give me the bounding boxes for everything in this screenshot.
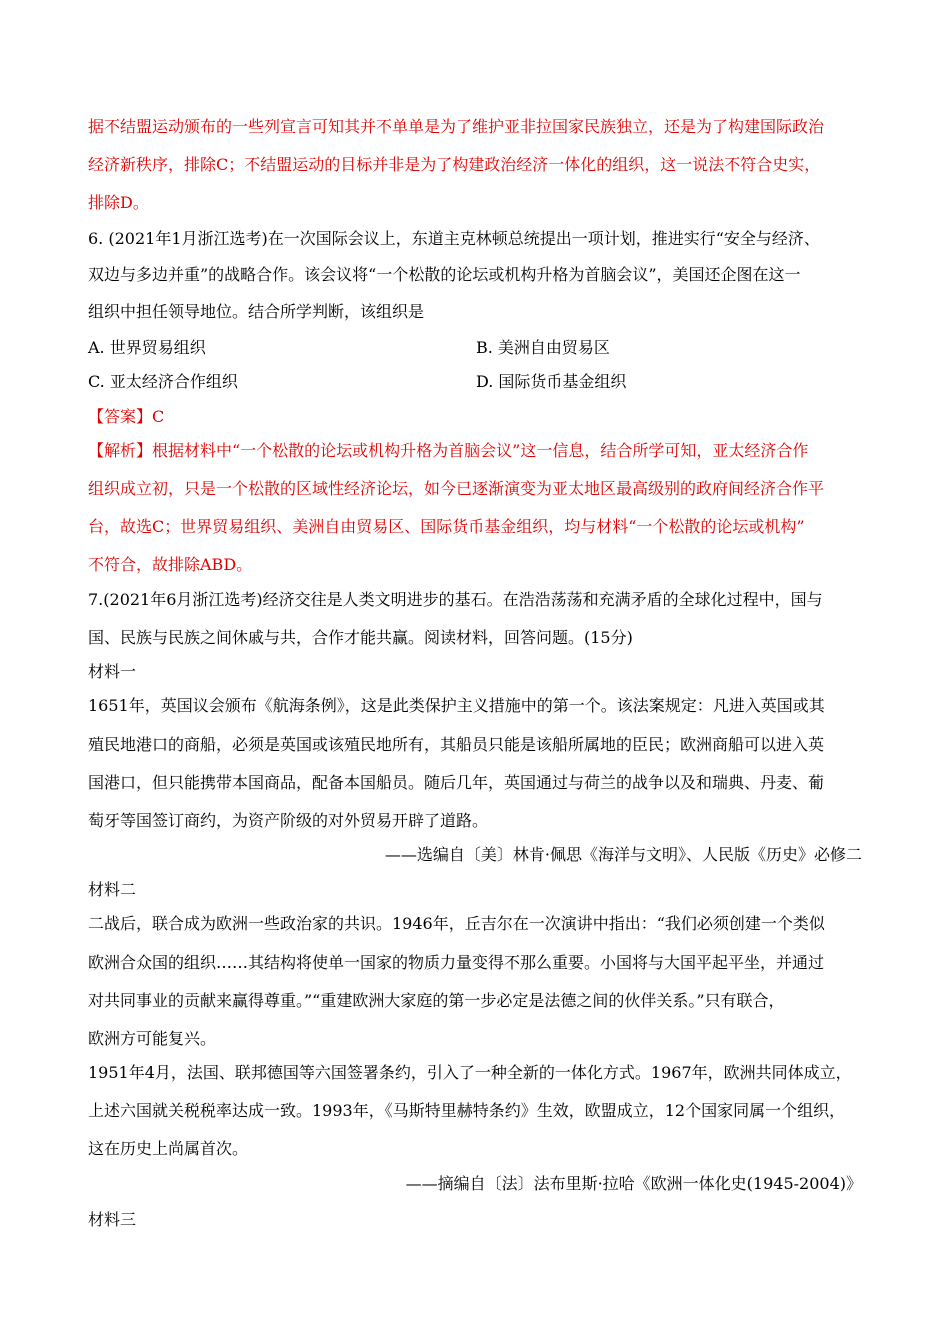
q6-option-c: C. 亚太经济合作组织	[88, 372, 238, 391]
q6-analysis-line-4: 不符合，故排除ABD。	[88, 555, 253, 574]
q6-stem-line-1: 6. (2021年1月浙江选考)在一次国际会议上，东道主克林顿总统提出一项计划，推进实行“安全与经济、	[88, 229, 820, 248]
q6-analysis-line-3: 台，故选C；世界贸易组织、美洲自由贸易区、国际货币基金组织，均与材料“一个松散的论坛或机构”	[88, 517, 805, 536]
material-2-line-7: 这在历史上尚属首次。	[88, 1139, 249, 1158]
material-1-line-4: 萄牙等国签订商约，为资产阶级的对外贸易开辟了道路。	[88, 811, 489, 830]
q6-stem-line-2: 双边与多边并重”的战略合作。该会议将“一个松散的论坛或机构升格为首脑会议”，美国还企图在这一	[88, 265, 801, 284]
q6-option-a: A. 世界贸易组织	[88, 338, 206, 357]
material-2-line-6: 上述六国就关税税率达成一致。1993年，《马斯特里赫特条约》生效，欧盟成立，12个国家同属一个组织，	[88, 1101, 846, 1120]
q7-stem-line-2: 国、民族与民族之间休戚与共，合作才能共赢。阅读材料，回答问题。(15分)	[88, 628, 633, 647]
material-2-title: 材料二	[88, 880, 137, 899]
intro-line-2: 经济新秩序，排除C；不结盟运动的目标并非是为了构建政治经济一体化的组织，这一说法不符合史实，	[88, 155, 821, 174]
q6-stem-line-3: 组织中担任领导地位。结合所学判断，该组织是	[88, 302, 425, 321]
material-2-source: ——摘编自〔法〕法布里斯·拉哈《欧洲一体化史(1945-2004)》	[405, 1174, 862, 1193]
q6-option-d: D. 国际货币基金组织	[476, 372, 627, 391]
material-1-title: 材料一	[88, 662, 137, 681]
material-2-line-4: 欧洲方可能复兴。	[88, 1029, 217, 1048]
q6-answer: 【答案】C	[88, 407, 165, 426]
material-2-line-2: 欧洲合众国的组织……其结构将使单一国家的物质力量变得不那么重要。小国将与大国平起平坐，并通过	[88, 953, 825, 972]
intro-line-3: 排除D。	[88, 193, 149, 212]
q6-analysis-line-2: 组织成立初，只是一个松散的区域性经济论坛，如今已逐渐演变为亚太地区最高级别的政府间经济合作平	[88, 479, 825, 498]
q6-analysis-line-1: 【解析】根据材料中“一个松散的论坛或机构升格为首脑会议”这一信息，结合所学可知，亚太经济合作	[88, 441, 809, 460]
material-3-title: 材料三	[88, 1210, 137, 1229]
material-1-line-2: 殖民地港口的商船，必须是英国或该殖民地所有，其船员只能是该船所属地的臣民；欧洲商船可以进入英	[88, 735, 825, 754]
intro-line-1: 据不结盟运动颁布的一些列宣言可知其并不单单是为了维护亚非拉国家民族独立，还是为了构建国际政治	[88, 117, 825, 136]
material-2-line-3: 对共同事业的贡献来赢得尊重。”“重建欧洲大家庭的第一步必定是法德之间的伙伴关系。”只有联合，	[88, 991, 785, 1010]
q7-stem-line-1: 7.(2021年6月浙江选考)经济交往是人类文明进步的基石。在浩浩荡荡和充满矛盾的全球化过程中，国与	[88, 590, 823, 609]
material-2-line-1: 二战后，联合成为欧洲一些政治家的共识。1946年，丘吉尔在一次演讲中指出：“我们必须创建一个类似	[88, 914, 825, 933]
material-1-line-3: 国港口，但只能携带本国商品，配备本国船员。随后几年，英国通过与荷兰的战争以及和瑞典、丹麦、葡	[88, 773, 825, 792]
material-2-line-5: 1951年4月，法国、联邦德国等六国签署条约，引入了一种全新的一体化方式。1967年，欧洲共同体成立，	[88, 1063, 852, 1082]
q6-option-b: B. 美洲自由贸易区	[476, 338, 610, 357]
material-1-line-1: 1651年，英国议会颁布《航海条例》，这是此类保护主义措施中的第一个。该法案规定：凡进入英国或其	[88, 696, 825, 715]
material-1-source: ——选编自〔美〕林肯·佩思《海洋与文明》、人民版《历史》必修二	[384, 845, 862, 864]
